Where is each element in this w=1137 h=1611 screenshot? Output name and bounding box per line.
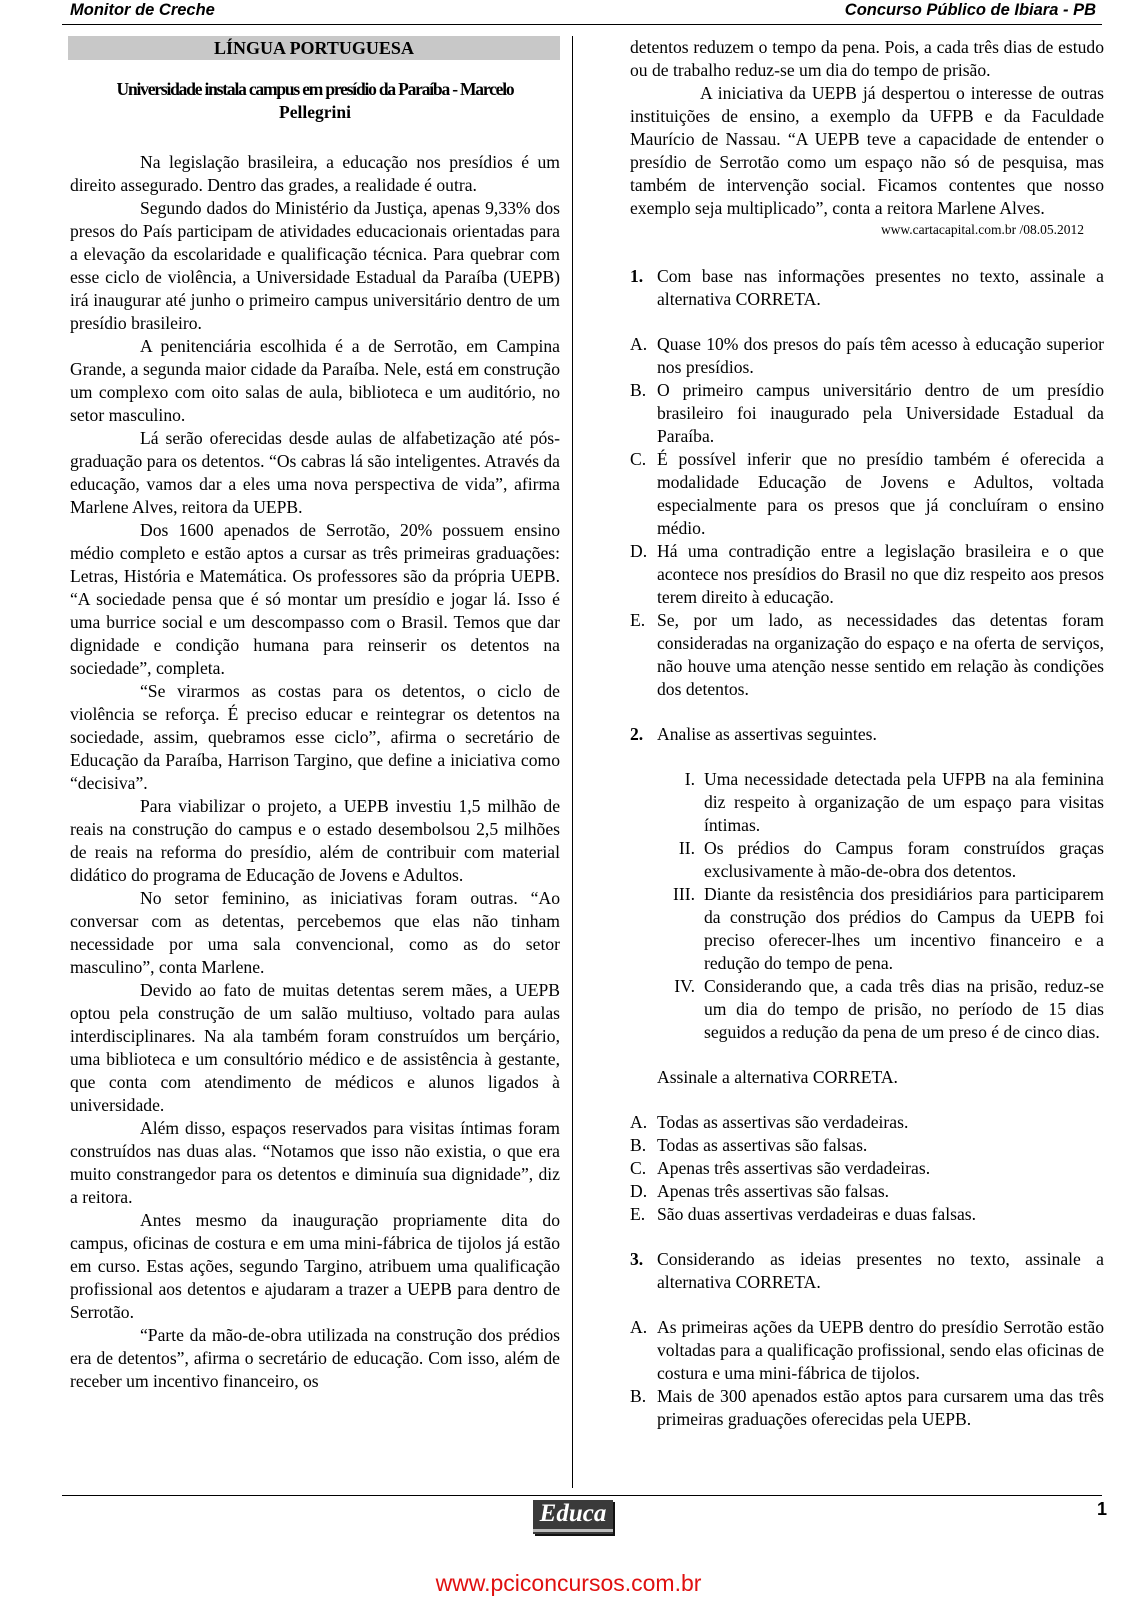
option-letter: E. — [630, 1204, 646, 1224]
question-number: 1. — [630, 266, 644, 286]
article-title-line1: Universidade instala campus em presídio da Paraíba - Marcelo — [116, 79, 514, 99]
article-paragraph: A penitenciária escolhida é a de Serrotão, em Campina Grande, a segunda maior cidade da Paraíba. Nele, está em construção um complexo com oito salas de aula, biblioteca e um auditório, no setor masculino. — [70, 336, 560, 425]
site-url[interactable]: www.pciconcursos.com.br — [435, 1570, 702, 1596]
assertion-number: IV. — [674, 976, 695, 996]
column-divider — [572, 36, 573, 1488]
question-text: Com base nas informações presentes no texto, assinale a alternativa CORRETA. — [657, 266, 1104, 309]
option-a[interactable] — [630, 1316, 1104, 1385]
option-letter: A. — [630, 1317, 648, 1337]
assertion-iii — [656, 883, 1104, 975]
assertion-number: I. — [684, 769, 695, 789]
footer-rule — [62, 1495, 1102, 1496]
assertion-text: Os prédios do Campus foram construídos graças exclusivamente à mão-de-obra dos detentos. — [704, 838, 1104, 881]
question-number: 3. — [630, 1249, 644, 1269]
option-text: Mais de 300 apenados estão aptos para cursarem uma das três primeiras graduações oferecidas pela UEPB. — [657, 1386, 1104, 1429]
article-paragraph: Além disso, espaços reservados para visitas íntimas foram construídos nas duas alas. “Notamos que isso não existia, o que era muito constrangedor para os detentos e diminuía sua dignidade”, diz a reitora. — [70, 1118, 560, 1207]
option-text: Apenas três assertivas são falsas. — [657, 1181, 890, 1201]
assertion-text: Considerando que, a cada três dias na prisão, reduz-se um dia do tempo de prisão, no período de 15 dias seguidos a redução da pena de um preso é de cinco dias. — [704, 976, 1104, 1042]
option-text: São duas assertivas verdadeiras e duas falsas. — [657, 1204, 977, 1224]
article-paragraph: Para viabilizar o projeto, a UEPB investiu 1,5 milhão de reais na construção do campus e o estado desembolsou 2,5 milhões de reais na reforma do presídio, além de contribuir com material didático do programa de Educação de Jovens e Adultos. — [70, 796, 560, 885]
option-letter: A. — [630, 1112, 648, 1132]
option-text: Todas as assertivas são verdadeiras. — [657, 1112, 909, 1132]
assertion-text: Uma necessidade detectada pela UFPB na ala feminina diz respeito à organização de um espaço para visitas íntimas. — [704, 769, 1104, 835]
option-c[interactable] — [630, 1157, 1104, 1180]
option-text: Há uma contradição entre a legislação brasileira e o que acontece nos presídios do Brasil no que diz respeito aos presos terem direito à educação. — [657, 541, 1104, 607]
question-3 — [630, 1248, 1104, 1294]
page-header — [62, 0, 1102, 25]
option-letter: C. — [630, 449, 647, 469]
assertion-number: II. — [678, 838, 695, 858]
option-b[interactable] — [630, 379, 1104, 448]
left-column — [70, 36, 560, 1393]
option-letter: A. — [630, 334, 648, 354]
article-paragraph: “Parte da mão-de-obra utilizada na construção dos prédios era de detentos”, afirma o secretário de educação. Com isso, além de receber um incentivo financeiro, os — [70, 1325, 560, 1391]
logo-underline — [533, 1529, 613, 1532]
assertion-number: III. — [673, 884, 695, 904]
section-title: LÍNGUA PORTUGUESA — [68, 36, 560, 60]
option-letter: E. — [630, 610, 646, 630]
article-continuation: detentos reduzem o tempo da pena. Pois, a cada três dias de estudo ou de trabalho reduz-se um dia do tempo de prisão. — [630, 37, 1104, 80]
header-exam-title: Concurso Público de Ibiara - PB — [844, 1, 1096, 19]
question-2 — [630, 723, 1104, 746]
option-d[interactable] — [630, 1180, 1104, 1203]
article-paragraph: Segundo dados do Ministério da Justiça, apenas 9,33% dos presos do País participam de atividades educacionais orientadas para a elevação da escolaridade e qualificação técnica. Para quebrar com esse ciclo de violência, a Universidade Estadual da Paraíba (UEPB) irá inaugurar até junho o primeiro campus universitário dentro de um presídio brasileiro. — [70, 198, 560, 333]
option-text: Apenas três assertivas são verdadeiras. — [657, 1158, 931, 1178]
article-paragraph: Antes mesmo da inauguração propriamente dita do campus, oficinas de costura e em uma mini-fábrica de tijolos já estão em curso. Estas ações, segundo Targino, atribuem uma qualificação profissional aos detentos e ajudaram a trazer a UEPB para dentro de Serrotão. — [70, 1210, 560, 1322]
assertion-i — [656, 768, 1104, 837]
logo-text: Educa — [539, 1500, 607, 1527]
assertion-iv — [656, 975, 1104, 1044]
option-text: O primeiro campus universitário dentro de um presídio brasileiro foi inaugurado pela Universidade Estadual da Paraíba. — [657, 380, 1104, 446]
question-text: Considerando as ideias presentes no texto, assinale a alternativa CORRETA. — [657, 1249, 1104, 1292]
header-exam-role: Monitor de Creche — [70, 1, 215, 19]
article-title-line2: Pellegrini — [279, 102, 351, 122]
option-letter: D. — [630, 541, 648, 561]
option-letter: B. — [630, 380, 647, 400]
option-letter: C. — [630, 1158, 647, 1178]
option-text: Quase 10% dos presos do país têm acesso à educação superior nos presídios. — [657, 334, 1104, 377]
article-paragraph: No setor feminino, as iniciativas foram outras. “Ao conversar com as detentas, percebemos que elas não tinham necessidade por uma sala convencional, como as do setor masculino”, conta Marlene. — [70, 888, 560, 977]
question-text: Analise as assertivas seguintes. — [657, 724, 877, 744]
option-b[interactable] — [630, 1134, 1104, 1157]
option-a[interactable] — [630, 1111, 1104, 1134]
option-letter: B. — [630, 1386, 647, 1406]
educa-logo — [533, 1500, 613, 1534]
article-paragraph: A iniciativa da UEPB já despertou o interesse de outras instituições de ensino, a exemplo da UFPB e da Faculdade Maurício de Nassau. “A UEPB teve a capacidade de entender o presídio de Serrotão como um espaço não só de pesquisa, mas também de intervenção social. Ficamos contentes que nosso exemplo seja multiplicado”, conta a reitora Marlene Alves. — [630, 83, 1104, 218]
article-paragraph: “Se virarmos as costas para os detentos, o ciclo de violência se reforça. É preciso educar e reintegrar os detentos na sociedade, assim, quebramos esse ciclo”, afirma o secretário de Educação da Paraíba, Harrison Targino, que define a iniciativa como “decisiva”. — [70, 681, 560, 793]
question-1 — [630, 265, 1104, 311]
question-number: 2. — [630, 724, 644, 744]
option-b[interactable] — [630, 1385, 1104, 1431]
assertion-ii — [656, 837, 1104, 883]
option-e[interactable] — [630, 1203, 1104, 1226]
option-e[interactable] — [630, 609, 1104, 701]
article-paragraph: Devido ao fato de muitas detentas serem mães, a UEPB optou pela construção de um salão multiuso, voltado para aulas interdisciplinares. Na ala também foram construídos um berçário, uma biblioteca e um consultório médico e de assistência à gestante, que conta com atendimento de médicos e alunos ligados à universidade. — [70, 980, 560, 1115]
option-text: As primeiras ações da UEPB dentro do presídio Serrotão estão voltadas para a qualificação profissional, sendo elas oficinas de costura e uma mini-fábrica de tijolos. — [657, 1317, 1104, 1383]
question-instruction: Assinale a alternativa CORRETA. — [657, 1067, 898, 1087]
option-d[interactable] — [630, 540, 1104, 609]
article-paragraph: Dos 1600 apenados de Serrotão, 20% possuem ensino médio completo e estão aptos a cursar as três primeiras graduações: Letras, História e Matemática. Os professores são da própria UEPB. “A sociedade pensa que é só montar um presídio e jogar lá. Isso é uma burrice social e um descompasso com o Brasil. Temos que dar dignidade e condição humana para reinserir os detentos na sociedade”, completa. — [70, 520, 560, 678]
article-paragraph: Lá serão oferecidas desde aulas de alfabetização até pós-graduação para os detentos. “Os cabras lá são inteligentes. Através da educação, vamos dar a eles uma nova perspectiva de vida”, afirma Marlene Alves, reitora da UEPB. — [70, 428, 560, 517]
article-source: www.cartacapital.com.br /08.05.2012 — [880, 222, 1084, 237]
right-column — [630, 36, 1104, 1431]
option-text: Todas as assertivas são falsas. — [657, 1135, 868, 1155]
option-a[interactable] — [630, 333, 1104, 379]
option-text: Se, por um lado, as necessidades das detentas foram consideradas na organização do espaço e na oferta de serviços, não houve uma atenção nesse sentido em relação às condições dos detentos. — [657, 610, 1104, 699]
article-paragraph: Na legislação brasileira, a educação nos presídios é um direito assegurado. Dentro das grades, a realidade é outra. — [70, 152, 560, 195]
option-text: É possível inferir que no presídio também é oferecida a modalidade Educação de Jovens e Adultos, voltada especialmente para os presos que já concluíram o ensino médio. — [657, 449, 1104, 538]
page-number: 1 — [1096, 1499, 1107, 1519]
assertion-text: Diante da resistência dos presidiários para participarem da construção dos prédios do Campus da UEPB foi preciso oferecer-lhes um incentivo financeiro e a redução do tempo de pena. — [704, 884, 1104, 973]
article-title — [70, 78, 560, 124]
option-letter: B. — [630, 1135, 647, 1155]
option-c[interactable] — [630, 448, 1104, 540]
option-letter: D. — [630, 1181, 648, 1201]
